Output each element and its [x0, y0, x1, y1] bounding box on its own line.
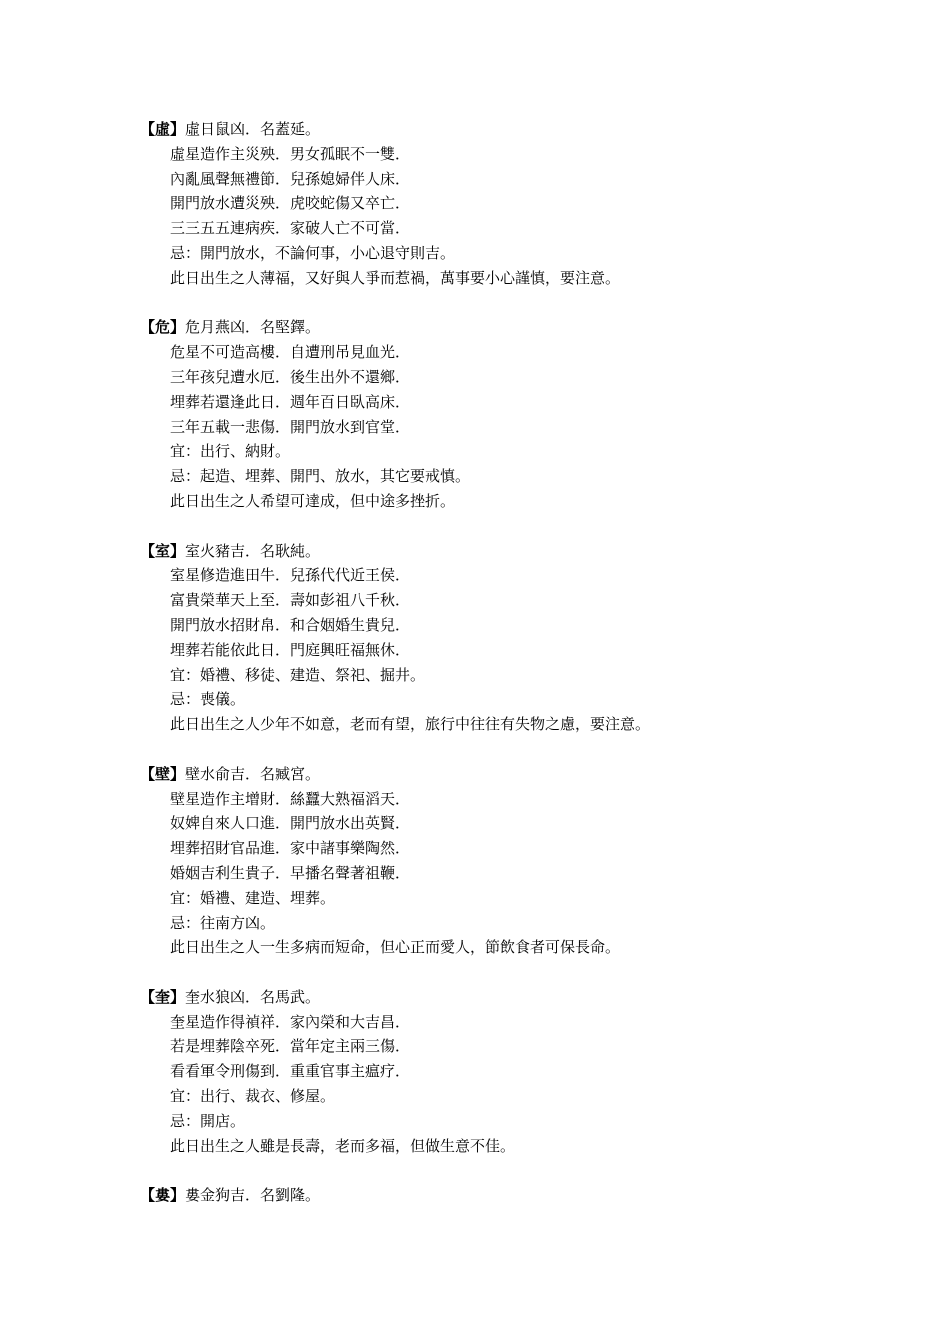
text-line: 看看軍令刑傷到．重重官事主瘟疗．: [170, 1062, 411, 1081]
section-wei: [140, 315, 920, 513]
text-line: 忌：起造、埋葬、開門、放水，其它要戒慎。: [170, 467, 471, 486]
text-line: 忌：開門放水，不論何事，小心退守則吉。: [170, 243, 456, 262]
text-line: 三三五五連病疾．家破人亡不可當．: [170, 219, 411, 238]
text-line: 室星修造進田牛．兒孫代代近王侯．: [170, 566, 411, 585]
section-xu: [140, 117, 920, 291]
text-line: 忌：喪儀。: [170, 690, 246, 709]
text-line: 壁星造作主增財．絲蠶大熟福滔天．: [170, 789, 411, 808]
text-line: 若是埋葬陰卒死．當年定主兩三傷．: [170, 1037, 411, 1056]
mansion-title: 奎水狼凶．名馬武。: [185, 987, 321, 1006]
text-line: 奎星造作得禎祥．家內榮和大吉昌．: [170, 1012, 411, 1031]
text-line: 富貴榮華天上至．壽如彭祖八千秋．: [170, 591, 411, 610]
text-line: 忌：開店。: [170, 1111, 246, 1130]
section-heading: [140, 985, 920, 1010]
section-kui: [140, 985, 920, 1159]
section-heading: [140, 315, 920, 340]
text-line: 奴婢自來人口進．開門放水出英賢．: [170, 814, 411, 833]
mansion-name: 【虛】: [140, 120, 186, 138]
text-line: 宜：婚禮、移徒、建造、祭祀、掘井。: [170, 665, 426, 684]
section-shi: [140, 539, 920, 737]
mansion-name: 【婁】: [140, 1186, 186, 1205]
text-line: 開門放水招財帛．和合姻婚生貴兒．: [170, 615, 411, 634]
mansion-title: 室火豬吉．名耿純。: [185, 541, 321, 560]
text-line: 此日出生之人薄福，又好與人爭而惹禍，萬事要小心謹慎，要注意。: [170, 268, 621, 287]
text-line: 宜：出行、裁衣、修屋。: [170, 1087, 336, 1106]
text-line: 埋葬若還逢此日．週年百日臥高床．: [170, 392, 411, 411]
text-line: 埋葬若能依此日．門庭興旺福無休．: [170, 640, 411, 659]
section-heading: [140, 539, 920, 564]
mansion-name: 【危】: [140, 318, 186, 337]
text-line: 三年孩兒遭水厄．後生出外不還鄉．: [170, 367, 411, 386]
text-line: 虛星造作主災殃．男女孤眠不一雙．: [170, 144, 411, 163]
mansion-title: 虛日鼠凶．名蓋延。: [185, 120, 321, 138]
document-page: [140, 117, 920, 1233]
text-line: 危星不可造高樓．自遭刑吊見血光．: [170, 343, 411, 362]
text-line: 婚姻吉利生貴子．早播名聲著祖鞭．: [170, 863, 411, 882]
section-bi: [140, 762, 920, 960]
section-lou: [140, 1183, 920, 1208]
text-line: 宜：婚禮、建造、埋葬。: [170, 888, 336, 907]
text-line: 開門放水遭災殃．虎咬蛇傷又卒亡．: [170, 194, 411, 213]
mansion-name: 【壁】: [140, 764, 186, 783]
mansion-title: 婁金狗吉．名劉隆。: [185, 1186, 321, 1205]
text-line: 此日出生之人希望可達成，但中途多挫折。: [170, 491, 456, 510]
section-heading: [140, 117, 920, 142]
text-line: 此日出生之人少年不如意，老而有望，旅行中往往有失物之慮，要注意。: [170, 715, 651, 734]
text-line: 此日出生之人雖是長壽，老而多福，但做生意不佳。: [170, 1136, 516, 1155]
text-line: 內亂風聲無禮節．兒孫媳婦伴人床．: [170, 169, 411, 188]
section-heading: [140, 1183, 920, 1208]
section-heading: [140, 762, 920, 787]
mansion-title: 壁水俞吉．名臧宮。: [185, 764, 321, 783]
text-line: 忌：往南方凶。: [170, 913, 276, 932]
mansion-name: 【奎】: [140, 987, 186, 1006]
text-line: 三年五載一悲傷．開門放水到官堂．: [170, 417, 411, 436]
text-line: 此日出生之人一生多病而短命，但心正而愛人，節飲食者可保長命。: [170, 938, 621, 957]
mansion-title: 危月燕凶．名堅鐸。: [185, 318, 321, 337]
mansion-name: 【室】: [140, 541, 186, 560]
text-line: 宜：出行、納財。: [170, 442, 291, 461]
text-line: 埋葬招財官品進．家中諸事樂陶然．: [170, 839, 411, 858]
